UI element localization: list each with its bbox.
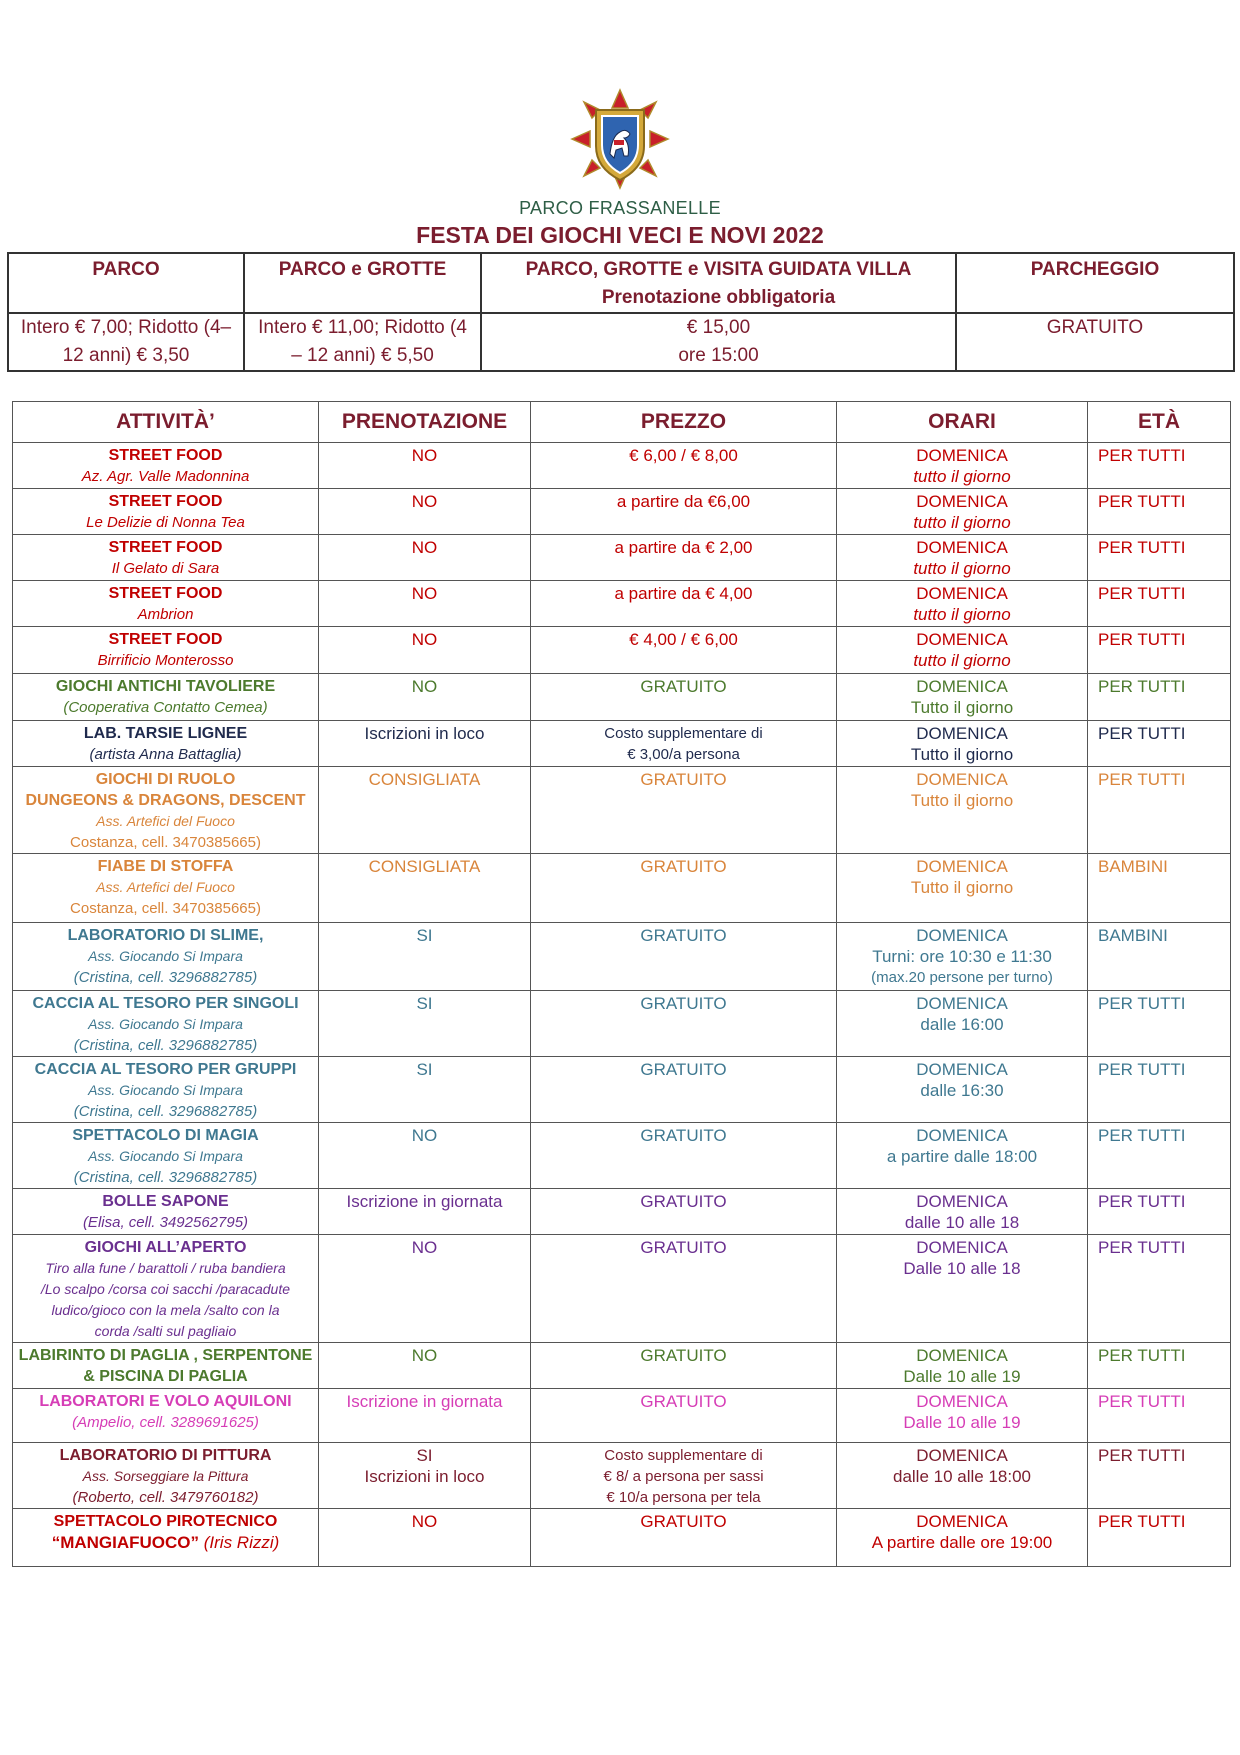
activity-name: LABIRINTO DI PAGLIA , SERPENTONE <box>18 1347 313 1364</box>
orari-cell <box>837 1057 1088 1123</box>
price-value-line: GRATUITO <box>1046 317 1144 338</box>
activity-row <box>13 767 1231 854</box>
prezzo-value: GRATUITO <box>640 1060 727 1079</box>
activity-cell <box>13 991 319 1057</box>
activity-detail: ludico/gioco con la mela /salto con la <box>51 1302 280 1318</box>
activity-organizer: Az. Agr. Valle Madonnina <box>81 468 250 485</box>
eta-cell <box>1088 923 1231 991</box>
prenotazione-cell <box>319 674 531 721</box>
activity-row <box>13 1343 1231 1389</box>
prezzo-cell <box>531 1389 837 1443</box>
orari-cell <box>837 535 1088 581</box>
event-title: FESTA DEI GIOCHI VECI E NOVI 2022 <box>416 222 824 248</box>
orari-day: DOMENICA <box>916 770 1008 789</box>
prenotazione-value: NO <box>411 1238 438 1257</box>
activity-name: GIOCHI ALL’APERTO <box>84 1239 247 1256</box>
orari-time: Tutto il giorno <box>910 745 1014 764</box>
activity-cell <box>13 1057 319 1123</box>
activity-row <box>13 991 1231 1057</box>
prezzo-cell <box>531 1235 837 1343</box>
eta-cell <box>1088 443 1231 489</box>
orari-time: tutto il giorno <box>913 605 1011 624</box>
orari-day: DOMENICA <box>916 1512 1008 1531</box>
prezzo-value: a partire da € 2,00 <box>614 538 753 557</box>
activities-body <box>13 443 1231 1567</box>
activity-row <box>13 1123 1231 1189</box>
orari-time: Dalle 10 alle 19 <box>903 1367 1021 1386</box>
eta-value: PER TUTTI <box>1098 1392 1186 1411</box>
orari-note: (max.20 persone per turno) <box>871 969 1053 986</box>
orari-day: DOMENICA <box>916 1446 1008 1465</box>
activity-organizer: Ass. Artefici del Fuoco <box>96 879 235 895</box>
prenotazione-cell <box>319 1509 531 1567</box>
eta-value: BAMBINI <box>1098 857 1168 876</box>
prenotazione-value: CONSIGLIATA <box>368 770 481 789</box>
header-attivita: ATTIVITÀ’ <box>13 402 319 443</box>
eta-cell <box>1088 1235 1231 1343</box>
activity-name: CACCIA AL TESORO PER SINGOLI <box>32 995 299 1012</box>
orari-cell <box>837 1389 1088 1443</box>
orari-time: dalle 10 alle 18 <box>904 1213 1020 1232</box>
activity-cell <box>13 581 319 627</box>
price-value-line: ore 15:00 <box>678 345 759 366</box>
activity-organizer: Ass. Giocando Si Impara <box>88 1082 243 1098</box>
orari-day: DOMENICA <box>916 1238 1008 1257</box>
activity-organizer: (Iris Rizzi) <box>203 1533 280 1552</box>
prezzo-value: € 10/a persona per tela <box>606 1489 761 1506</box>
activity-cell <box>13 854 319 923</box>
prices-table <box>7 252 1235 372</box>
prenotazione-value: Iscrizioni in loco <box>364 724 485 743</box>
orari-cell <box>837 923 1088 991</box>
activity-cell <box>13 923 319 991</box>
prezzo-value: GRATUITO <box>640 1192 727 1211</box>
activity-name: STREET FOOD <box>108 539 223 556</box>
eta-value: PER TUTTI <box>1098 724 1186 743</box>
prenotazione-cell <box>319 1389 531 1443</box>
prenotazione-value: SI <box>416 1060 433 1079</box>
eta-value: PER TUTTI <box>1098 1126 1186 1145</box>
eta-value: PER TUTTI <box>1098 492 1186 511</box>
coat-of-arms-icon <box>570 88 670 190</box>
orari-day: DOMENICA <box>916 538 1008 557</box>
activity-contact: (Roberto, cell. 3479760182) <box>72 1489 259 1506</box>
prezzo-cell <box>531 443 837 489</box>
orari-time: tutto il giorno <box>913 467 1011 486</box>
orari-day: DOMENICA <box>916 492 1008 511</box>
activity-cell <box>13 489 319 535</box>
eta-value: PER TUTTI <box>1098 994 1186 1013</box>
price-column-title <box>8 253 244 313</box>
prezzo-value: a partire da € 4,00 <box>614 584 753 603</box>
eta-value: BAMBINI <box>1098 926 1168 945</box>
activity-organizer: Tiro alla fune / barattoli / ruba bandiera <box>45 1260 286 1276</box>
orari-time: A partire dalle ore 19:00 <box>871 1533 1053 1552</box>
orari-day: DOMENICA <box>916 857 1008 876</box>
prenotazione-value: NO <box>411 1126 438 1145</box>
prezzo-cell <box>531 535 837 581</box>
activity-name: LABORATORIO DI PITTURA <box>59 1447 272 1464</box>
activity-name: GIOCHI DI RUOLO <box>95 771 236 788</box>
prezzo-cell <box>531 1509 837 1567</box>
activity-cell <box>13 443 319 489</box>
activity-organizer: Ass. Artefici del Fuoco <box>96 813 235 829</box>
eta-value: PER TUTTI <box>1098 1346 1186 1365</box>
prenotazione-value: NO <box>411 1346 438 1365</box>
eta-value: PER TUTTI <box>1098 584 1186 603</box>
orari-time: tutto il giorno <box>913 513 1011 532</box>
eta-value: PER TUTTI <box>1098 630 1186 649</box>
eta-value: PER TUTTI <box>1098 1060 1186 1079</box>
prezzo-cell <box>531 1343 837 1389</box>
orari-cell <box>837 1123 1088 1189</box>
eta-cell <box>1088 627 1231 674</box>
price-value-line: € 15,00 <box>686 317 751 338</box>
prezzo-value: GRATUITO <box>640 857 727 876</box>
eta-cell <box>1088 674 1231 721</box>
prenotazione-value: NO <box>411 538 438 557</box>
prenotazione-value: SI <box>416 926 433 945</box>
activity-row <box>13 923 1231 991</box>
eta-value: PER TUTTI <box>1098 446 1186 465</box>
orari-cell <box>837 627 1088 674</box>
activity-name: LAB. TARSIE LIGNEE <box>83 725 248 742</box>
orari-time: dalle 10 alle 18:00 <box>892 1467 1031 1486</box>
activity-row <box>13 1389 1231 1443</box>
prezzo-value: Costo supplementare di <box>604 1447 763 1464</box>
activity-cell <box>13 767 319 854</box>
eta-cell <box>1088 1509 1231 1567</box>
orari-cell <box>837 1189 1088 1235</box>
prezzo-cell <box>531 991 837 1057</box>
prenotazione-value: SI <box>416 994 433 1013</box>
price-value-line: – 12 anni) € 5,50 <box>291 345 434 366</box>
eta-cell <box>1088 535 1231 581</box>
activity-detail: corda /salti sul pagliaio <box>94 1323 237 1339</box>
activity-cell <box>13 1235 319 1343</box>
price-title-parco-grotte: PARCO e GROTTE <box>278 259 447 280</box>
activity-contact: /Lo scalpo /corsa coi sacchi /paracadute <box>40 1281 291 1297</box>
prenotazione-value: NO <box>411 1512 438 1531</box>
orari-time: Turni: ore 10:30 e 11:30 <box>872 947 1052 966</box>
activity-row <box>13 1509 1231 1567</box>
activity-contact: Costanza, cell. 3470385665) <box>70 834 261 851</box>
prices-header-row <box>8 253 1234 313</box>
activity-row <box>13 535 1231 581</box>
orari-day: DOMENICA <box>916 1392 1008 1411</box>
orari-cell <box>837 1509 1088 1567</box>
orari-day: DOMENICA <box>916 1126 1008 1145</box>
activity-organizer: Il Gelato di Sara <box>111 560 220 577</box>
orari-cell <box>837 1443 1088 1509</box>
eta-value: PER TUTTI <box>1098 1446 1186 1465</box>
prenotazione-cell <box>319 1057 531 1123</box>
prenotazione-value: SI <box>416 1446 433 1465</box>
orari-cell <box>837 991 1088 1057</box>
orari-day: DOMENICA <box>916 1192 1008 1211</box>
price-title-visita-villa: PARCO, GROTTE e VISITA GUIDATA VILLA <box>525 259 912 280</box>
prenotazione-cell <box>319 489 531 535</box>
activity-cell <box>13 535 319 581</box>
prenotazione-value: Iscrizione in giornata <box>346 1392 503 1411</box>
prenotazione-cell <box>319 1189 531 1235</box>
orari-cell <box>837 721 1088 767</box>
prenotazione-cell <box>319 581 531 627</box>
eta-cell <box>1088 767 1231 854</box>
prezzo-value: € 4,00 / € 6,00 <box>629 630 738 649</box>
prezzo-value: GRATUITO <box>640 1392 727 1411</box>
prezzo-value: € 8/ a persona per sassi <box>603 1468 764 1485</box>
activity-name: STREET FOOD <box>108 585 223 602</box>
activity-name: BOLLE SAPONE <box>102 1193 229 1210</box>
orari-time: Tutto il giorno <box>910 878 1014 897</box>
prenotazione-cell <box>319 1123 531 1189</box>
orari-cell <box>837 1343 1088 1389</box>
prezzo-cell <box>531 581 837 627</box>
prezzo-value: € 3,00/a persona <box>627 746 740 763</box>
eta-cell <box>1088 489 1231 535</box>
activity-cell <box>13 1389 319 1443</box>
park-name: PARCO FRASSANELLE <box>519 198 721 218</box>
price-value-line: Intero € 7,00; Ridotto (4– <box>20 317 232 338</box>
price-title-parco: PARCO <box>92 259 160 280</box>
price-value <box>244 313 481 371</box>
prezzo-value: GRATUITO <box>640 926 727 945</box>
header-prezzo: PREZZO <box>531 402 837 443</box>
activity-name-continued: DUNGEONS & DRAGONS, DESCENT <box>25 792 306 809</box>
eta-value: PER TUTTI <box>1098 1238 1186 1257</box>
orari-day: DOMENICA <box>916 926 1008 945</box>
activity-row <box>13 443 1231 489</box>
prenotazione-cell <box>319 1343 531 1389</box>
prenotazione-value: NO <box>411 584 438 603</box>
activity-cell <box>13 674 319 721</box>
orari-day: DOMENICA <box>916 630 1008 649</box>
price-column-title <box>481 253 956 313</box>
activity-organizer: Ass. Giocando Si Impara <box>88 948 243 964</box>
prezzo-value: GRATUITO <box>640 994 727 1013</box>
activity-organizer: Ambrion <box>137 606 194 623</box>
eta-cell <box>1088 991 1231 1057</box>
activity-name: FIABE DI STOFFA <box>97 858 234 875</box>
prenotazione-cell <box>319 721 531 767</box>
activity-cell <box>13 721 319 767</box>
activity-name: LABORATORIO DI SLIME, <box>67 927 264 944</box>
activity-name: GIOCHI ANTICHI TAVOLIERE <box>55 678 276 695</box>
prenotazione-cell <box>319 923 531 991</box>
prezzo-value: GRATUITO <box>640 770 727 789</box>
prezzo-value: Costo supplementare di <box>604 725 763 742</box>
orari-time: Tutto il giorno <box>910 791 1014 810</box>
activity-name: SPETTACOLO DI MAGIA <box>72 1127 259 1144</box>
orari-day: DOMENICA <box>916 994 1008 1013</box>
activity-name-line <box>17 1532 314 1553</box>
activity-name: STREET FOOD <box>108 493 223 510</box>
activity-row <box>13 1443 1231 1509</box>
activity-organizer: (Elisa, cell. 3492562795) <box>82 1214 249 1231</box>
orari-cell <box>837 489 1088 535</box>
orari-time: Tutto il giorno <box>910 698 1014 717</box>
price-subtitle-prenotazione: Prenotazione obbligatoria <box>601 287 836 308</box>
activity-row <box>13 489 1231 535</box>
orari-cell <box>837 767 1088 854</box>
activity-organizer: Birrificio Monterosso <box>97 652 234 669</box>
prenotazione-value: NO <box>411 630 438 649</box>
eta-cell <box>1088 854 1231 923</box>
activities-header-row <box>13 402 1231 443</box>
prezzo-cell <box>531 854 837 923</box>
prenotazione-value: NO <box>411 677 438 696</box>
orari-time: tutto il giorno <box>913 559 1011 578</box>
activity-name: STREET FOOD <box>108 631 223 648</box>
eta-cell <box>1088 1343 1231 1389</box>
eta-cell <box>1088 721 1231 767</box>
prenotazione-cell <box>319 991 531 1057</box>
prenotazione-value: NO <box>411 492 438 511</box>
activity-name: SPETTACOLO PIROTECNICO <box>53 1513 278 1530</box>
activity-cell <box>13 1189 319 1235</box>
eta-cell <box>1088 1123 1231 1189</box>
activity-name: STREET FOOD <box>108 447 223 464</box>
prenotazione-value: Iscrizione in giornata <box>346 1192 503 1211</box>
prezzo-value: GRATUITO <box>640 1126 727 1145</box>
prezzo-cell <box>531 1123 837 1189</box>
activity-name: CACCIA AL TESORO PER GRUPPI <box>34 1061 297 1078</box>
orari-cell <box>837 1235 1088 1343</box>
price-column-title <box>244 253 481 313</box>
prezzo-cell <box>531 767 837 854</box>
activity-cell <box>13 1343 319 1389</box>
activity-organizer: (Cooperativa Contatto Cemea) <box>63 699 268 716</box>
orari-cell <box>837 581 1088 627</box>
prezzo-cell <box>531 674 837 721</box>
eta-value: PER TUTTI <box>1098 770 1186 789</box>
prezzo-cell <box>531 721 837 767</box>
eta-value: PER TUTTI <box>1098 677 1186 696</box>
eta-cell <box>1088 1443 1231 1509</box>
prenotazione-cell <box>319 443 531 489</box>
activity-organizer: Le Delizie di Nonna Tea <box>86 514 245 531</box>
eta-cell <box>1088 1389 1231 1443</box>
activity-cell <box>13 627 319 674</box>
activity-name-continued: & PISCINA DI PAGLIA <box>83 1368 248 1385</box>
activity-row <box>13 1057 1231 1123</box>
prezzo-value: GRATUITO <box>640 1512 727 1531</box>
orari-day: DOMENICA <box>916 584 1008 603</box>
activity-contact: (Cristina, cell. 3296882785) <box>73 1169 258 1186</box>
activity-organizer: Ass. Giocando Si Impara <box>88 1016 243 1032</box>
header-eta: ETÀ <box>1088 402 1231 443</box>
orari-day: DOMENICA <box>916 724 1008 743</box>
prenotazione-cell <box>319 854 531 923</box>
prezzo-cell <box>531 627 837 674</box>
prezzo-value: € 6,00 / € 8,00 <box>629 446 738 465</box>
activity-row <box>13 581 1231 627</box>
activities-table <box>12 401 1231 1567</box>
activity-row <box>13 1235 1231 1343</box>
price-value <box>481 313 956 371</box>
price-column-title <box>956 253 1234 313</box>
activity-organizer: Ass. Sorseggiare la Pittura <box>82 1468 249 1484</box>
activity-contact: (Cristina, cell. 3296882785) <box>73 1103 258 1120</box>
activity-row <box>13 854 1231 923</box>
activity-cell <box>13 1443 319 1509</box>
orari-day: DOMENICA <box>916 1060 1008 1079</box>
prezzo-value: a partire da €6,00 <box>616 492 751 511</box>
prezzo-value: GRATUITO <box>640 1346 727 1365</box>
prenotazione-value: Iscrizioni in loco <box>364 1467 485 1486</box>
activity-row <box>13 627 1231 674</box>
activity-row <box>13 1189 1231 1235</box>
prenotazione-cell <box>319 1235 531 1343</box>
orari-time: Dalle 10 alle 18 <box>903 1259 1021 1278</box>
prezzo-value: GRATUITO <box>640 677 727 696</box>
prenotazione-cell <box>319 627 531 674</box>
prenotazione-cell <box>319 767 531 854</box>
eta-cell <box>1088 581 1231 627</box>
orari-time: dalle 16:00 <box>920 1015 1004 1034</box>
eta-cell <box>1088 1189 1231 1235</box>
header-prenotazione: PRENOTAZIONE <box>319 402 531 443</box>
activity-contact: (Cristina, cell. 3296882785) <box>73 1037 258 1054</box>
prenotazione-cell <box>319 1443 531 1509</box>
price-value <box>8 313 244 371</box>
prices-value-row <box>8 313 1234 371</box>
orari-day: DOMENICA <box>916 677 1008 696</box>
price-value-line: Intero € 11,00; Ridotto (4 <box>258 317 467 338</box>
eta-value: PER TUTTI <box>1098 538 1186 557</box>
activity-contact: (Cristina, cell. 3296882785) <box>73 969 258 986</box>
activity-organizer: (artista Anna Battaglia) <box>89 746 242 763</box>
activity-organizer: (Ampelio, cell. 3289691625) <box>72 1414 259 1431</box>
orari-cell <box>837 854 1088 923</box>
activity-name: LABORATORI E VOLO AQUILONI <box>39 1393 292 1410</box>
activity-row <box>13 721 1231 767</box>
eta-cell <box>1088 1057 1231 1123</box>
orari-cell <box>837 443 1088 489</box>
prenotazione-value: NO <box>411 446 438 465</box>
eta-value: PER TUTTI <box>1098 1192 1186 1211</box>
prezzo-cell <box>531 489 837 535</box>
orari-time: tutto il giorno <box>913 651 1011 670</box>
orari-time: Dalle 10 alle 19 <box>903 1413 1021 1432</box>
prezzo-cell <box>531 923 837 991</box>
orari-time: a partire dalle 18:00 <box>886 1147 1038 1166</box>
activity-organizer: Ass. Giocando Si Impara <box>88 1148 243 1164</box>
eta-value: PER TUTTI <box>1098 1512 1186 1531</box>
prenotazione-value: CONSIGLIATA <box>368 857 481 876</box>
orari-time: dalle 16:30 <box>920 1081 1004 1100</box>
activity-contact: Costanza, cell. 3470385665) <box>70 900 261 917</box>
activity-cell <box>13 1509 319 1567</box>
prezzo-value: GRATUITO <box>640 1238 727 1257</box>
activity-name-continued: “MANGIAFUOCO” <box>51 1533 200 1552</box>
prezzo-cell <box>531 1189 837 1235</box>
activity-row <box>13 674 1231 721</box>
prezzo-cell <box>531 1443 837 1509</box>
price-value-line: 12 anni) € 3,50 <box>62 345 190 366</box>
price-value <box>956 313 1234 371</box>
activity-cell <box>13 1123 319 1189</box>
prezzo-cell <box>531 1057 837 1123</box>
price-title-parcheggio: PARCHEGGIO <box>1030 259 1160 280</box>
orari-cell <box>837 674 1088 721</box>
orari-day: DOMENICA <box>916 446 1008 465</box>
prenotazione-cell <box>319 535 531 581</box>
header-orari: ORARI <box>837 402 1088 443</box>
orari-day: DOMENICA <box>916 1346 1008 1365</box>
